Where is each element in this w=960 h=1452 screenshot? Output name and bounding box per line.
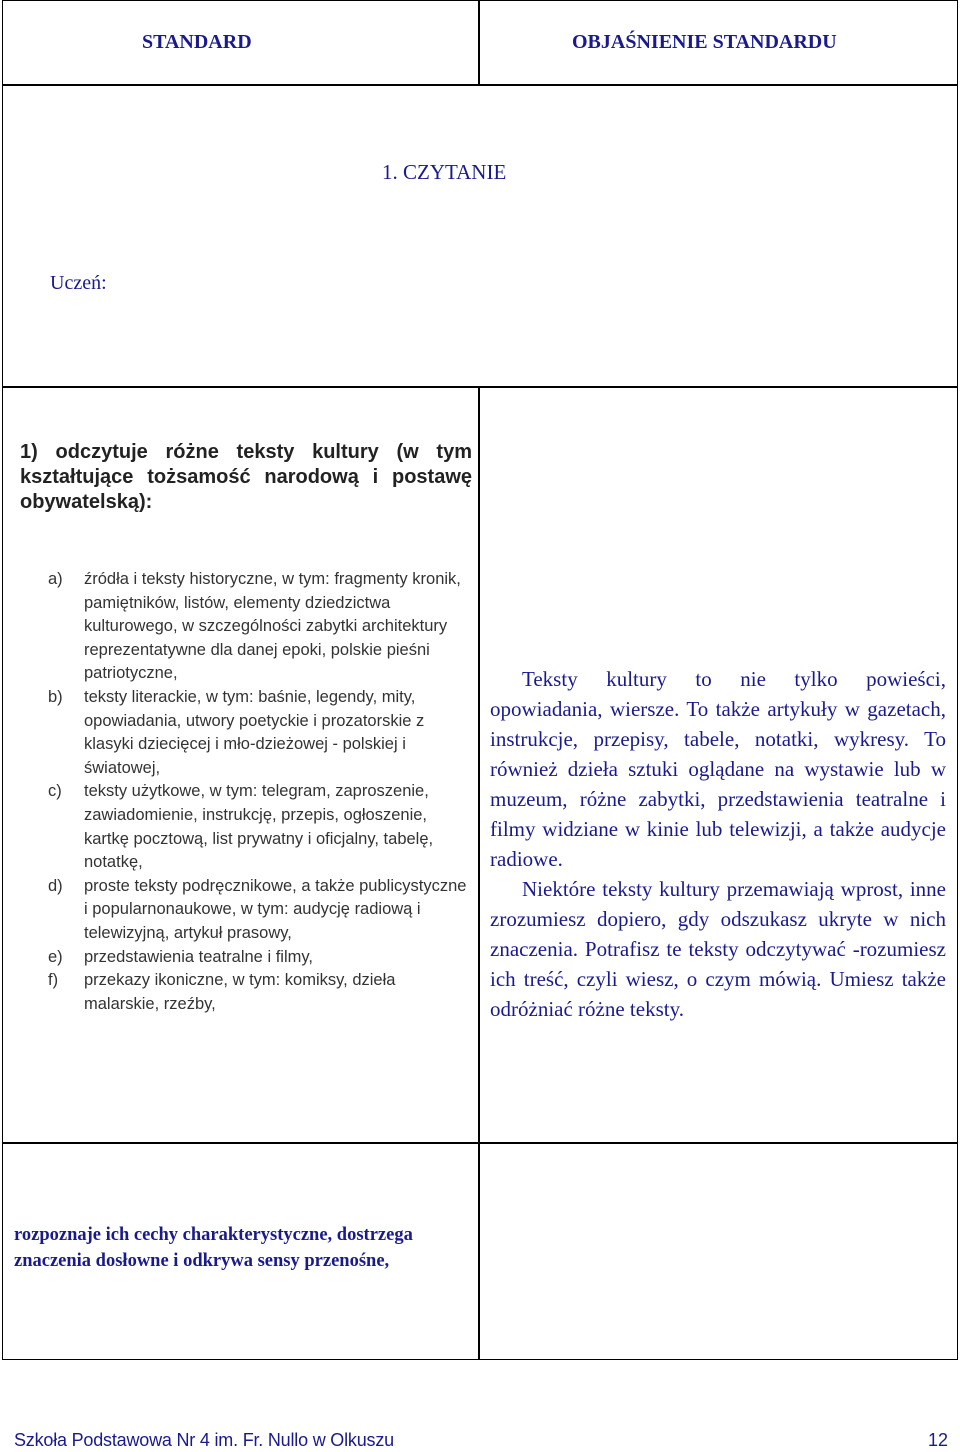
requirement-text — [20, 440, 472, 515]
list-item — [48, 780, 474, 874]
bottom-explanation-cell — [478, 1142, 958, 1360]
section-header-cell — [2, 84, 958, 388]
list-item-letter: c) — [48, 782, 62, 801]
footer-school-name: Szkoła Podstawowa Nr 4 im. Fr. Nullo w Olkuszu — [14, 1430, 394, 1450]
bottom-requirement-text: rozpoznaje ich cechy charakterystyczne, dostrzega znaczenia dosłowne i odkrywa sensy przenośne, — [14, 1225, 413, 1271]
list-item-letter: a) — [48, 570, 63, 588]
list-item-text: proste teksty podręcznikowe, a także publicystyczne i popularnonaukowe, w tym: audycję radiową i telewizyjną, artykuł prasowy, — [84, 876, 467, 942]
list-item-text: teksty literackie, w tym: baśnie, legendy, mity, opowiadania, utwory poetyckie i prozatorskie z klasyki dziecięcej i mło-dzieżowej - polskiej i światowej, — [84, 687, 425, 777]
requirement-number: 1) — [20, 441, 38, 463]
list-item — [48, 875, 474, 946]
list-item-letter: e) — [48, 947, 63, 966]
list-item-text: teksty użytkowe, w tym: telegram, zaproszenie, zawiadomienie, instrukcję, przepis, ogłoszenie, kartkę pocztową, list prywatny i oficjalny, tabelę, notatkę, — [84, 782, 434, 872]
list-item-letter: b) — [48, 687, 63, 706]
list-item-letter: f) — [48, 971, 59, 990]
section-title: 1. CZYTANIE — [382, 160, 507, 184]
list-item — [48, 969, 474, 1016]
list-item — [48, 686, 474, 780]
explanation-text — [490, 664, 946, 1024]
student-label: Uczeń: — [50, 272, 107, 294]
footer-page-number: 12 — [927, 1430, 948, 1450]
list-item-text: przedstawienia teatralne i filmy, — [84, 947, 313, 966]
header-explanation-label: OBJAŚNIENIE STANDARDU — [572, 31, 837, 53]
list-item-text: przekazy ikoniczne, w tym: komiksy, dzieła malarskie, rzeźby, — [84, 971, 396, 1013]
list-item — [48, 946, 474, 970]
explanation-paragraph-2: Niektóre teksty kultury przemawiają wprost, inne zrozumiesz dopiero, gdy odszukasz ukryte w nich znaczenia. Potrafisz te teksty odczytywać -rozumiesz ich treść, czyli wiesz, o czym mówią. Umiesz także odróżniać różne teksty. — [490, 877, 946, 1021]
list-item — [48, 568, 474, 686]
explanation-paragraph-1: Teksty kultury to nie tylko powieści, opowiadania, wiersze. To także artykuły w gazetach, instrukcje, przepisy, tabele, notatki, wykresy. To również dzieła sztuki oglądane na wystawie lub w muzeum, różne zabytki, przedstawienia teatralne i filmy widziane w kinie lub telewizji, a także audycje radiowe. — [490, 667, 946, 871]
list-item-letter: d) — [48, 876, 63, 895]
requirement-items-list — [48, 568, 474, 1016]
header-standard-label: STANDARD — [142, 31, 252, 53]
list-item-text: źródła i teksty historyczne, w tym: fragmenty kronik, pamiętników, listów, elementy dziedzictwa kulturowego, w szczególności zabytki architektury reprezentatywne dla danej epoki, polskie pieśni patriotyczne, — [84, 570, 461, 683]
requirement-body: odczytuje różne teksty kultury (w tym kształtujące tożsamość narodową i postawę obywatelską): — [20, 441, 472, 513]
